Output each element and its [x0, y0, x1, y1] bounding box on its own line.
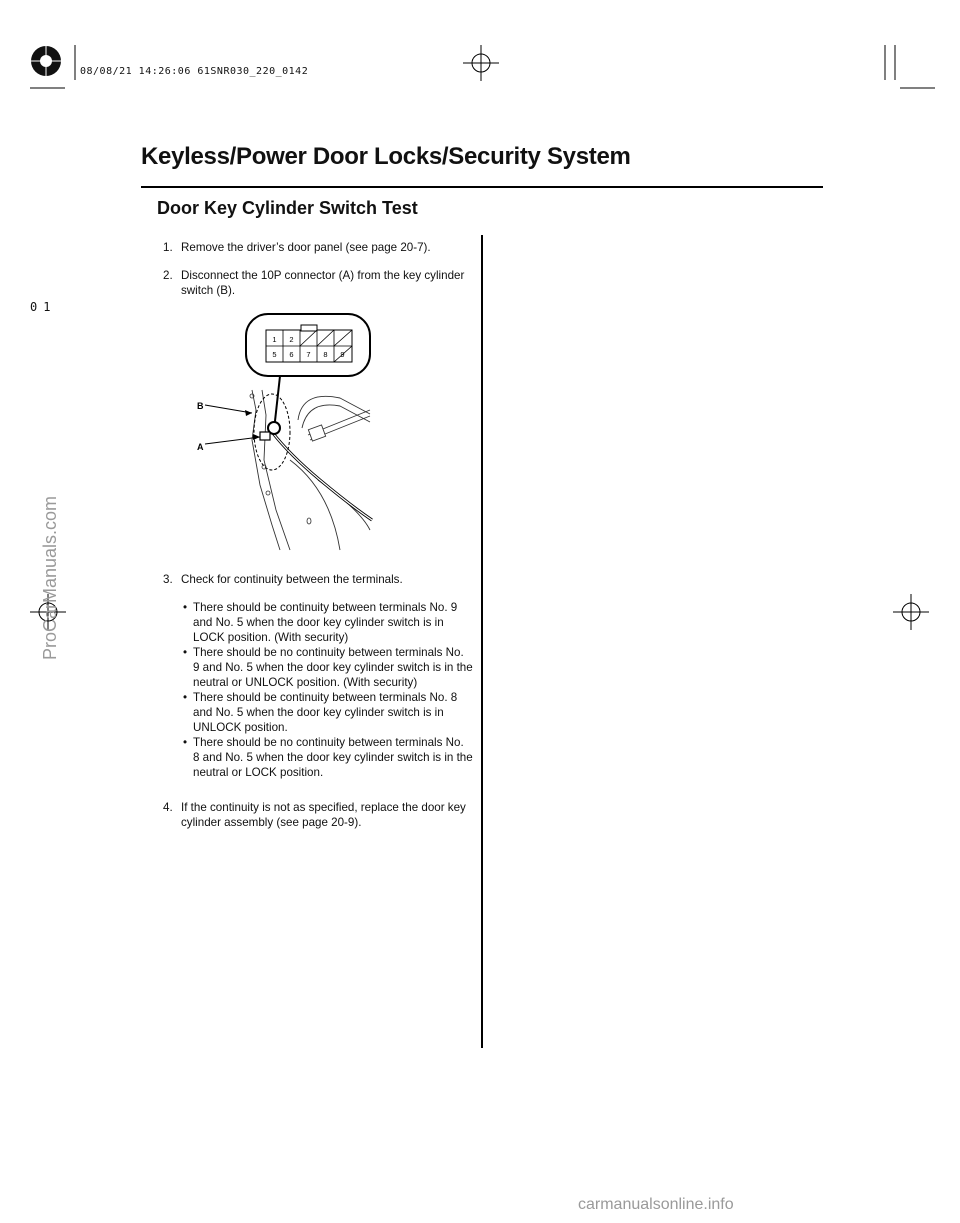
- step-text: Disconnect the 10P connector (A) from the key cylinder switch (B).: [181, 269, 465, 297]
- list-item: [183, 645, 473, 690]
- step-4: [163, 800, 473, 830]
- page-subtitle: Door Key Cylinder Switch Test: [157, 198, 418, 218]
- step-text: If the continuity is not as specified, replace the door key cylinder assembly (see page 20-9).: [181, 801, 466, 829]
- column-divider: [481, 235, 483, 1048]
- terminal-label: 6: [289, 350, 294, 359]
- bullet-text: There should be no continuity between terminals No. 8 and No. 5 when the door key cylinder switch is in the neutral or LOCK position.: [193, 736, 473, 779]
- callout-a: A: [197, 442, 204, 452]
- continuity-bullets: [183, 600, 473, 780]
- terminal-label: 5: [272, 350, 277, 359]
- print-stamp: 08/08/21 14:26:06 61SNR030_220_0142: [80, 66, 309, 77]
- terminal-label: 2: [289, 335, 294, 344]
- list-item: [183, 690, 473, 735]
- section-title: Keyless/Power Door Locks/Security System: [141, 143, 631, 170]
- step-text: Remove the driver’s door panel (see page 20-7).: [181, 241, 431, 254]
- bullet-text: There should be continuity between terminals No. 9 and No. 5 when the door key cylinder switch is in LOCK position. (With security): [193, 601, 458, 644]
- bullet-text: There should be continuity between terminals No. 8 and No. 5 when the door key cylinder switch is in UNLOCK position.: [193, 691, 458, 734]
- page-label: 01: [30, 300, 57, 314]
- list-item: [183, 600, 473, 645]
- bullet-icon: •: [183, 736, 188, 749]
- bullet-icon: •: [183, 691, 188, 704]
- step-number: 4.: [163, 801, 173, 814]
- step-number: 1.: [163, 241, 173, 254]
- side-watermark-text: ProCarManuals.com: [40, 495, 60, 660]
- step-3: [163, 572, 473, 587]
- bullet-text: There should be no continuity between terminals No. 9 and No. 5 when the door key cylinder switch is in the neutral or UNLOCK position. (With security): [193, 646, 473, 689]
- terminal-label: 1: [272, 335, 277, 344]
- step-2: [163, 268, 473, 298]
- list-item: [183, 735, 473, 780]
- bottom-watermark: carmanualsonline.info: [578, 1196, 734, 1213]
- crosshair-icon: [893, 594, 929, 630]
- step-number: 3.: [163, 573, 173, 586]
- callout-b: B: [197, 401, 204, 411]
- terminal-label: 8: [323, 350, 328, 359]
- side-watermark: [0, 0, 60, 1223]
- terminal-label: 9: [340, 350, 345, 359]
- crosshair-icon: [463, 45, 499, 81]
- step-1: [163, 240, 473, 255]
- terminal-label: 7: [306, 350, 311, 359]
- bullet-icon: •: [183, 646, 188, 659]
- bullet-icon: •: [183, 601, 188, 614]
- connector-figure: [190, 310, 380, 555]
- step-number: 2.: [163, 269, 173, 282]
- title-rule: [141, 186, 823, 188]
- step-text: Check for continuity between the terminals.: [181, 573, 403, 586]
